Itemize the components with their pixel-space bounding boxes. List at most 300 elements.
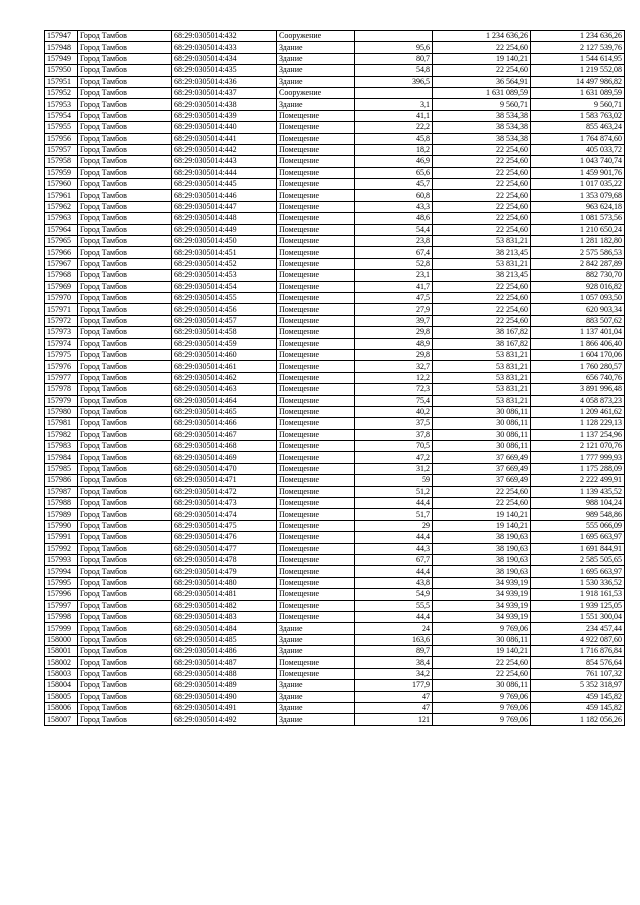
- cadastral-number-cell: 68:29:0305014:443: [172, 156, 277, 167]
- city-cell: Город Тамбов: [78, 201, 172, 212]
- cadastral-number-cell: 68:29:0305014:444: [172, 167, 277, 178]
- city-cell: Город Тамбов: [78, 418, 172, 429]
- city-cell: Город Тамбов: [78, 680, 172, 691]
- area-cell: 51,7: [355, 509, 433, 520]
- cadastral-number-cell: 68:29:0305014:484: [172, 623, 277, 634]
- object-type-cell: Помещение: [277, 509, 355, 520]
- table-row: [45, 634, 625, 645]
- area-cell: 396,5: [355, 76, 433, 87]
- city-cell: Город Тамбов: [78, 498, 172, 509]
- rate-cell: 30 086,11: [433, 441, 531, 452]
- row-number-cell: 157956: [45, 133, 78, 144]
- city-cell: Город Тамбов: [78, 406, 172, 417]
- rate-cell: 9 769,06: [433, 691, 531, 702]
- city-cell: Город Тамбов: [78, 179, 172, 190]
- area-cell: 75,4: [355, 395, 433, 406]
- row-number-cell: 157981: [45, 418, 78, 429]
- city-cell: Город Тамбов: [78, 532, 172, 543]
- cadastral-value-cell: 963 624,18: [531, 201, 625, 212]
- row-number-cell: 157959: [45, 167, 78, 178]
- rate-cell: 19 140,21: [433, 646, 531, 657]
- city-cell: Город Тамбов: [78, 122, 172, 133]
- cadastral-number-cell: 68:29:0305014:477: [172, 543, 277, 554]
- object-type-cell: Помещение: [277, 566, 355, 577]
- table-row: [45, 520, 625, 531]
- cadastral-value-cell: 1 866 406,40: [531, 338, 625, 349]
- city-cell: Город Тамбов: [78, 668, 172, 679]
- city-cell: Город Тамбов: [78, 133, 172, 144]
- city-cell: Город Тамбов: [78, 349, 172, 360]
- area-cell: 121: [355, 714, 433, 725]
- cadastral-number-cell: 68:29:0305014:459: [172, 338, 277, 349]
- table-row: [45, 110, 625, 121]
- cadastral-number-cell: 68:29:0305014:453: [172, 270, 277, 281]
- area-cell: 67,4: [355, 247, 433, 258]
- row-number-cell: 157995: [45, 577, 78, 588]
- cadastral-value-cell: 883 507,62: [531, 315, 625, 326]
- object-type-cell: Помещение: [277, 327, 355, 338]
- rate-cell: 38 534,38: [433, 122, 531, 133]
- cadastral-number-cell: 68:29:0305014:466: [172, 418, 277, 429]
- cadastral-value-cell: 1 137 401,04: [531, 327, 625, 338]
- cadastral-number-cell: 68:29:0305014:445: [172, 179, 277, 190]
- cadastral-value-cell: 2 222 499,91: [531, 475, 625, 486]
- city-cell: Город Тамбов: [78, 543, 172, 554]
- city-cell: Город Тамбов: [78, 281, 172, 292]
- object-type-cell: Сооружение: [277, 87, 355, 98]
- table-row: [45, 65, 625, 76]
- rate-cell: 22 254,60: [433, 304, 531, 315]
- table-row: [45, 327, 625, 338]
- object-type-cell: Помещение: [277, 532, 355, 543]
- object-type-cell: Помещение: [277, 156, 355, 167]
- object-type-cell: Помещение: [277, 554, 355, 565]
- table-row: [45, 509, 625, 520]
- rate-cell: 1 631 089,59: [433, 87, 531, 98]
- rate-cell: 30 086,11: [433, 429, 531, 440]
- area-cell: 51,2: [355, 486, 433, 497]
- cadastral-value-cell: 234 457,44: [531, 623, 625, 634]
- object-type-cell: Помещение: [277, 577, 355, 588]
- cadastral-number-cell: 68:29:0305014:475: [172, 520, 277, 531]
- city-cell: Город Тамбов: [78, 156, 172, 167]
- area-cell: 48,9: [355, 338, 433, 349]
- city-cell: Город Тамбов: [78, 338, 172, 349]
- cadastral-value-cell: 1 137 254,96: [531, 429, 625, 440]
- table-row: [45, 53, 625, 64]
- object-type-cell: Помещение: [277, 179, 355, 190]
- area-cell: 43,3: [355, 201, 433, 212]
- table-row: [45, 258, 625, 269]
- cadastral-number-cell: 68:29:0305014:492: [172, 714, 277, 725]
- cadastral-number-cell: 68:29:0305014:463: [172, 384, 277, 395]
- row-number-cell: 157965: [45, 236, 78, 247]
- area-cell: 54,9: [355, 589, 433, 600]
- table-row: [45, 156, 625, 167]
- rate-cell: 30 086,11: [433, 406, 531, 417]
- cadastral-value-cell: 5 352 318,97: [531, 680, 625, 691]
- registry-table-body: [45, 31, 625, 726]
- area-cell: 29,8: [355, 327, 433, 338]
- area-cell: 59: [355, 475, 433, 486]
- cadastral-value-cell: 555 066,09: [531, 520, 625, 531]
- object-type-cell: Помещение: [277, 384, 355, 395]
- city-cell: Город Тамбов: [78, 42, 172, 53]
- table-row: [45, 224, 625, 235]
- area-cell: 43,8: [355, 577, 433, 588]
- area-cell: 27,9: [355, 304, 433, 315]
- rate-cell: 38 534,38: [433, 110, 531, 121]
- object-type-cell: Помещение: [277, 395, 355, 406]
- object-type-cell: Помещение: [277, 110, 355, 121]
- cadastral-value-cell: 1 175 288,09: [531, 463, 625, 474]
- object-type-cell: Помещение: [277, 281, 355, 292]
- cadastral-value-cell: 1 544 614,95: [531, 53, 625, 64]
- cadastral-number-cell: 68:29:0305014:469: [172, 452, 277, 463]
- table-row: [45, 304, 625, 315]
- cadastral-number-cell: 68:29:0305014:485: [172, 634, 277, 645]
- row-number-cell: 158004: [45, 680, 78, 691]
- row-number-cell: 158001: [45, 646, 78, 657]
- cadastral-value-cell: 4 922 087,60: [531, 634, 625, 645]
- row-number-cell: 157963: [45, 213, 78, 224]
- rate-cell: 9 769,06: [433, 714, 531, 725]
- city-cell: Город Тамбов: [78, 213, 172, 224]
- cadastral-number-cell: 68:29:0305014:455: [172, 292, 277, 303]
- cadastral-value-cell: 928 016,82: [531, 281, 625, 292]
- cadastral-number-cell: 68:29:0305014:436: [172, 76, 277, 87]
- table-row: [45, 281, 625, 292]
- rate-cell: 53 831,21: [433, 258, 531, 269]
- cadastral-number-cell: 68:29:0305014:448: [172, 213, 277, 224]
- table-row: [45, 167, 625, 178]
- area-cell: 89,7: [355, 646, 433, 657]
- object-type-cell: Здание: [277, 703, 355, 714]
- area-cell: [355, 31, 433, 42]
- cadastral-value-cell: 882 730,70: [531, 270, 625, 281]
- cadastral-number-cell: 68:29:0305014:460: [172, 349, 277, 360]
- table-row: [45, 680, 625, 691]
- row-number-cell: 157954: [45, 110, 78, 121]
- table-row: [45, 703, 625, 714]
- area-cell: 47,2: [355, 452, 433, 463]
- object-type-cell: Помещение: [277, 144, 355, 155]
- object-type-cell: Помещение: [277, 133, 355, 144]
- row-number-cell: 157993: [45, 554, 78, 565]
- rate-cell: 34 939,19: [433, 600, 531, 611]
- rate-cell: 22 254,60: [433, 42, 531, 53]
- area-cell: 32,7: [355, 361, 433, 372]
- area-cell: 44,4: [355, 566, 433, 577]
- cadastral-number-cell: 68:29:0305014:474: [172, 509, 277, 520]
- cadastral-number-cell: 68:29:0305014:481: [172, 589, 277, 600]
- table-row: [45, 441, 625, 452]
- cadastral-number-cell: 68:29:0305014:486: [172, 646, 277, 657]
- cadastral-number-cell: 68:29:0305014:442: [172, 144, 277, 155]
- city-cell: Город Тамбов: [78, 384, 172, 395]
- cadastral-number-cell: 68:29:0305014:433: [172, 42, 277, 53]
- cadastral-number-cell: 68:29:0305014:490: [172, 691, 277, 702]
- object-type-cell: Сооружение: [277, 31, 355, 42]
- rate-cell: 38 167,82: [433, 327, 531, 338]
- object-type-cell: Помещение: [277, 498, 355, 509]
- city-cell: Город Тамбов: [78, 691, 172, 702]
- area-cell: 48,6: [355, 213, 433, 224]
- rate-cell: 22 254,60: [433, 167, 531, 178]
- object-type-cell: Помещение: [277, 475, 355, 486]
- object-type-cell: Помещение: [277, 520, 355, 531]
- object-type-cell: Здание: [277, 53, 355, 64]
- row-number-cell: 157958: [45, 156, 78, 167]
- table-row: [45, 87, 625, 98]
- cadastral-number-cell: 68:29:0305014:458: [172, 327, 277, 338]
- rate-cell: 22 254,60: [433, 213, 531, 224]
- table-row: [45, 315, 625, 326]
- city-cell: Город Тамбов: [78, 76, 172, 87]
- cadastral-value-cell: 1 017 035,22: [531, 179, 625, 190]
- cadastral-number-cell: 68:29:0305014:482: [172, 600, 277, 611]
- city-cell: Город Тамбов: [78, 554, 172, 565]
- row-number-cell: 157991: [45, 532, 78, 543]
- rate-cell: 22 254,60: [433, 224, 531, 235]
- object-type-cell: Здание: [277, 99, 355, 110]
- area-cell: 45,7: [355, 179, 433, 190]
- rate-cell: 34 939,19: [433, 611, 531, 622]
- rate-cell: 9 769,06: [433, 623, 531, 634]
- row-number-cell: 157951: [45, 76, 78, 87]
- cadastral-number-cell: 68:29:0305014:437: [172, 87, 277, 98]
- cadastral-number-cell: 68:29:0305014:450: [172, 236, 277, 247]
- rate-cell: 38 167,82: [433, 338, 531, 349]
- city-cell: Город Тамбов: [78, 327, 172, 338]
- table-row: [45, 384, 625, 395]
- row-number-cell: 157982: [45, 429, 78, 440]
- cadastral-number-cell: 68:29:0305014:441: [172, 133, 277, 144]
- table-row: [45, 486, 625, 497]
- object-type-cell: Помещение: [277, 361, 355, 372]
- cadastral-number-cell: 68:29:0305014:446: [172, 190, 277, 201]
- row-number-cell: 157996: [45, 589, 78, 600]
- cadastral-number-cell: 68:29:0305014:435: [172, 65, 277, 76]
- object-type-cell: Здание: [277, 680, 355, 691]
- rate-cell: 9 560,71: [433, 99, 531, 110]
- area-cell: [355, 87, 433, 98]
- object-type-cell: Помещение: [277, 600, 355, 611]
- rate-cell: 38 190,63: [433, 532, 531, 543]
- area-cell: 24: [355, 623, 433, 634]
- area-cell: 95,6: [355, 42, 433, 53]
- city-cell: Город Тамбов: [78, 566, 172, 577]
- cadastral-value-cell: 989 548,86: [531, 509, 625, 520]
- rate-cell: 38 213,45: [433, 247, 531, 258]
- row-number-cell: 157987: [45, 486, 78, 497]
- cadastral-value-cell: 1 210 650,24: [531, 224, 625, 235]
- cadastral-number-cell: 68:29:0305014:488: [172, 668, 277, 679]
- table-row: [45, 668, 625, 679]
- cadastral-number-cell: 68:29:0305014:465: [172, 406, 277, 417]
- table-row: [45, 270, 625, 281]
- rate-cell: 19 140,21: [433, 509, 531, 520]
- city-cell: Город Тамбов: [78, 577, 172, 588]
- row-number-cell: 157964: [45, 224, 78, 235]
- row-number-cell: 157968: [45, 270, 78, 281]
- rate-cell: 37 669,49: [433, 463, 531, 474]
- city-cell: Город Тамбов: [78, 463, 172, 474]
- object-type-cell: Помещение: [277, 429, 355, 440]
- city-cell: Город Тамбов: [78, 623, 172, 634]
- cadastral-number-cell: 68:29:0305014:432: [172, 31, 277, 42]
- table-row: [45, 190, 625, 201]
- row-number-cell: 157970: [45, 292, 78, 303]
- row-number-cell: 157976: [45, 361, 78, 372]
- cadastral-number-cell: 68:29:0305014:471: [172, 475, 277, 486]
- row-number-cell: 157962: [45, 201, 78, 212]
- row-number-cell: 157957: [45, 144, 78, 155]
- cadastral-number-cell: 68:29:0305014:449: [172, 224, 277, 235]
- table-row: [45, 498, 625, 509]
- rate-cell: 36 564,91: [433, 76, 531, 87]
- object-type-cell: Помещение: [277, 611, 355, 622]
- cadastral-value-cell: 2 121 070,76: [531, 441, 625, 452]
- cadastral-number-cell: 68:29:0305014:439: [172, 110, 277, 121]
- rate-cell: 53 831,21: [433, 384, 531, 395]
- table-row: [45, 213, 625, 224]
- rate-cell: 22 254,60: [433, 281, 531, 292]
- object-type-cell: Здание: [277, 65, 355, 76]
- cadastral-value-cell: 9 560,71: [531, 99, 625, 110]
- city-cell: Город Тамбов: [78, 611, 172, 622]
- table-row: [45, 236, 625, 247]
- city-cell: Город Тамбов: [78, 361, 172, 372]
- city-cell: Город Тамбов: [78, 247, 172, 258]
- city-cell: Город Тамбов: [78, 87, 172, 98]
- city-cell: Город Тамбов: [78, 292, 172, 303]
- row-number-cell: 157988: [45, 498, 78, 509]
- cadastral-value-cell: 1 182 056,26: [531, 714, 625, 725]
- object-type-cell: Помещение: [277, 441, 355, 452]
- area-cell: 3,1: [355, 99, 433, 110]
- cadastral-number-cell: 68:29:0305014:472: [172, 486, 277, 497]
- city-cell: Город Тамбов: [78, 144, 172, 155]
- cadastral-value-cell: 988 104,24: [531, 498, 625, 509]
- cadastral-number-cell: 68:29:0305014:476: [172, 532, 277, 543]
- cadastral-value-cell: 1 691 844,91: [531, 543, 625, 554]
- table-row: [45, 623, 625, 634]
- cadastral-number-cell: 68:29:0305014:456: [172, 304, 277, 315]
- area-cell: 47,5: [355, 292, 433, 303]
- row-number-cell: 157960: [45, 179, 78, 190]
- city-cell: Город Тамбов: [78, 509, 172, 520]
- cadastral-value-cell: 1 209 461,62: [531, 406, 625, 417]
- city-cell: Город Тамбов: [78, 634, 172, 645]
- cadastral-value-cell: 1 128 229,13: [531, 418, 625, 429]
- object-type-cell: Помещение: [277, 122, 355, 133]
- cadastral-number-cell: 68:29:0305014:464: [172, 395, 277, 406]
- object-type-cell: Помещение: [277, 418, 355, 429]
- rate-cell: 22 254,60: [433, 315, 531, 326]
- cadastral-value-cell: 459 145,82: [531, 703, 625, 714]
- cadastral-value-cell: 1 057 093,50: [531, 292, 625, 303]
- object-type-cell: Помещение: [277, 543, 355, 554]
- area-cell: 37,8: [355, 429, 433, 440]
- city-cell: Город Тамбов: [78, 395, 172, 406]
- object-type-cell: Помещение: [277, 213, 355, 224]
- cadastral-number-cell: 68:29:0305014:480: [172, 577, 277, 588]
- row-number-cell: 157989: [45, 509, 78, 520]
- row-number-cell: 157973: [45, 327, 78, 338]
- object-type-cell: Помещение: [277, 292, 355, 303]
- object-type-cell: Помещение: [277, 236, 355, 247]
- row-number-cell: 157980: [45, 406, 78, 417]
- cadastral-value-cell: 2 127 539,76: [531, 42, 625, 53]
- row-number-cell: 157978: [45, 384, 78, 395]
- area-cell: 40,2: [355, 406, 433, 417]
- object-type-cell: Помещение: [277, 270, 355, 281]
- row-number-cell: 158007: [45, 714, 78, 725]
- row-number-cell: 157955: [45, 122, 78, 133]
- cadastral-number-cell: 68:29:0305014:438: [172, 99, 277, 110]
- object-type-cell: Помещение: [277, 315, 355, 326]
- city-cell: Город Тамбов: [78, 304, 172, 315]
- cadastral-number-cell: 68:29:0305014:473: [172, 498, 277, 509]
- table-row: [45, 554, 625, 565]
- rate-cell: 22 254,60: [433, 657, 531, 668]
- cadastral-value-cell: 761 107,32: [531, 668, 625, 679]
- cadastral-number-cell: 68:29:0305014:454: [172, 281, 277, 292]
- rate-cell: 38 190,63: [433, 543, 531, 554]
- row-number-cell: 157966: [45, 247, 78, 258]
- area-cell: 31,2: [355, 463, 433, 474]
- city-cell: Город Тамбов: [78, 646, 172, 657]
- rate-cell: 22 254,60: [433, 179, 531, 190]
- table-row: [45, 600, 625, 611]
- table-row: [45, 42, 625, 53]
- cadastral-number-cell: 68:29:0305014:491: [172, 703, 277, 714]
- rate-cell: 38 534,38: [433, 133, 531, 144]
- area-cell: 44,3: [355, 543, 433, 554]
- city-cell: Город Тамбов: [78, 520, 172, 531]
- cadastral-number-cell: 68:29:0305014:479: [172, 566, 277, 577]
- area-cell: 23,1: [355, 270, 433, 281]
- rate-cell: 30 086,11: [433, 418, 531, 429]
- table-row: [45, 122, 625, 133]
- city-cell: Город Тамбов: [78, 589, 172, 600]
- area-cell: 29,8: [355, 349, 433, 360]
- cadastral-value-cell: 1 760 280,57: [531, 361, 625, 372]
- row-number-cell: 157953: [45, 99, 78, 110]
- city-cell: Город Тамбов: [78, 65, 172, 76]
- cadastral-value-cell: 1 459 901,76: [531, 167, 625, 178]
- cadastral-value-cell: 1 551 300,04: [531, 611, 625, 622]
- object-type-cell: Помещение: [277, 338, 355, 349]
- area-cell: 34,2: [355, 668, 433, 679]
- city-cell: Город Тамбов: [78, 53, 172, 64]
- cadastral-value-cell: 1 583 763,02: [531, 110, 625, 121]
- object-type-cell: Помещение: [277, 201, 355, 212]
- table-row: [45, 99, 625, 110]
- cadastral-value-cell: 3 891 996,48: [531, 384, 625, 395]
- table-row: [45, 338, 625, 349]
- cadastral-value-cell: 405 033,72: [531, 144, 625, 155]
- cadastral-value-cell: 1 234 636,26: [531, 31, 625, 42]
- area-cell: 80,7: [355, 53, 433, 64]
- area-cell: 67,7: [355, 554, 433, 565]
- city-cell: Город Тамбов: [78, 600, 172, 611]
- cadastral-value-cell: 1 530 336,52: [531, 577, 625, 588]
- city-cell: Город Тамбов: [78, 441, 172, 452]
- object-type-cell: Здание: [277, 623, 355, 634]
- row-number-cell: 158006: [45, 703, 78, 714]
